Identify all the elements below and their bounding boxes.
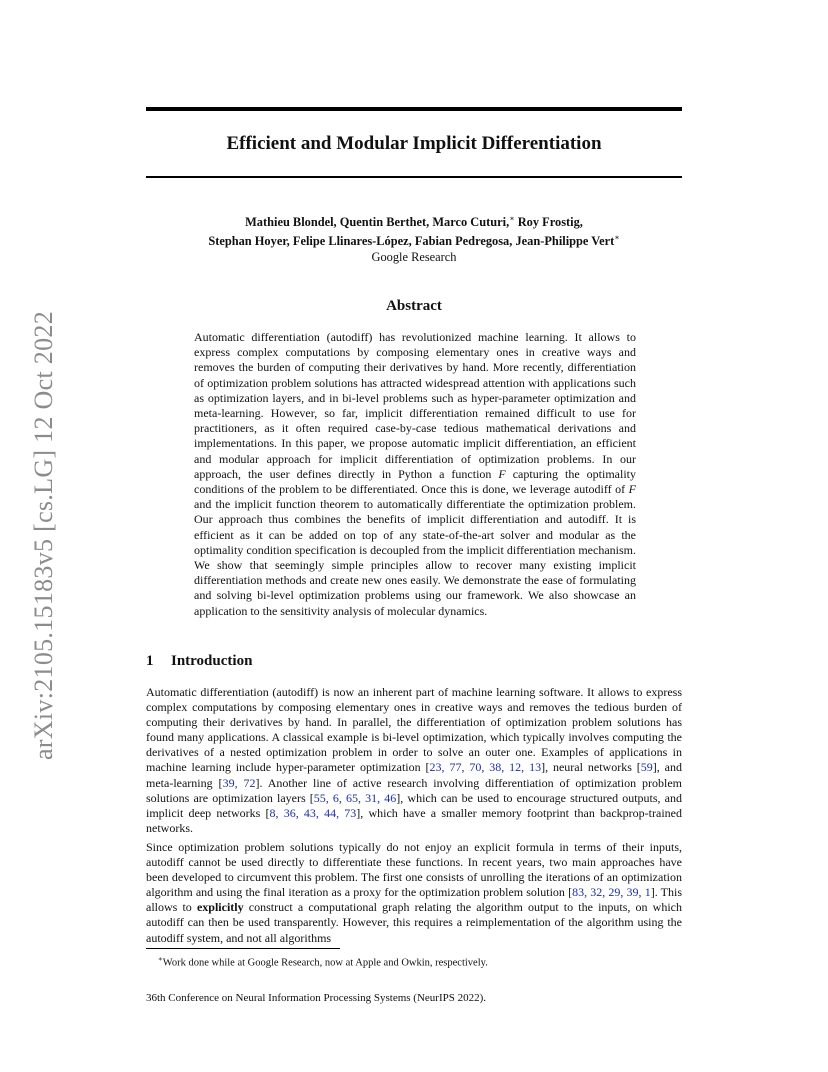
section-title: Introduction — [171, 653, 253, 669]
author-names-1-end: Roy Frostig, — [517, 215, 583, 230]
p1-text-2: ], neural networks [ — [541, 760, 641, 775]
affiliation: Google Research — [371, 250, 457, 265]
p2-text-1: Since optimization problem solutions typically do not enjoy an explicit formula in terms of their inputs, autodiff cannot be used directly to differentiate these functions. In recent years, two main approaches have been developed to circumvent this problem. The first one consists of unrolling the iterations of an optimization algorithm and using the final iteration as a proxy for the optimization problem solution [ — [146, 840, 682, 900]
abstract-text-b: capturing the optimality conditions of the problem to be differentiated. Once this is done, we leverage autodiff of — [194, 466, 636, 497]
title-top-rule — [146, 107, 682, 111]
author-names-2: Stephan Hoyer, Felipe Llinares-López, Fabian Pedregosa, Jean-Philippe Vert — [208, 234, 615, 249]
citation-link[interactable]: 55, 6, 65, 31, 46 — [313, 790, 397, 805]
section-number: 1 — [146, 653, 154, 669]
venue-line: 36th Conference on Neural Information Processing Systems (NeurIPS 2022). — [146, 992, 487, 1004]
footnote-rule — [146, 948, 340, 949]
author-line-1 — [146, 211, 682, 230]
footnote-mark: ∗ — [158, 955, 163, 963]
citation-link[interactable]: 59 — [640, 760, 653, 775]
title-bottom-rule — [146, 176, 682, 178]
p1-text-6: ], which have a smaller memory footprint than backprop-trained networks. — [146, 805, 682, 835]
author-names-1: Mathieu Blondel, Quentin Berthet, Marco Cuturi, — [245, 215, 510, 230]
author-footnote-mark-1: ∗ — [509, 214, 515, 223]
citation-link[interactable]: 23, 77, 70, 38, 12, 13 — [429, 760, 542, 775]
p2-bold-explicitly: explicitly — [196, 900, 244, 915]
citation-link[interactable]: 39, 72 — [222, 775, 256, 790]
abstract-text-c: and the implicit function theorem to automatically differentiate the optimization problem. Our approach thus combines the benefits of implicit differentiation and autodiff. It is efficient as it can be added on top of any state-of-the-art solver and modular as the optimality condition specification is decoupled from the implicit differentiation mechanism. We show that seemingly simple principles allow to recover many existing implicit differentiation methods and create new ones easily. We demonstrate the ease of formulating and solving bi-level optimization problems using our framework. We also showcase an application to the sensitivity analysis of molecular dynamics. — [194, 497, 636, 618]
intro-paragraph-2 — [146, 840, 682, 946]
abstract-text — [194, 330, 636, 619]
author-block — [146, 211, 682, 265]
p1-text-4: ]. Another line of active research involving differentiation of optimization problem solutions are optimization layers [ — [146, 775, 683, 805]
abstract-var-f1: F — [498, 466, 506, 481]
intro-paragraph-1 — [146, 685, 682, 836]
section-heading-introduction — [146, 651, 682, 671]
p2-text-3: construct a computational graph relating the algorithm output to the inputs, on which autodiff can then be used transparently. However, this requires a reimplementation of the algorithm using the autodiff system, and not all algorithms — [146, 900, 683, 945]
p1-text-5: ], which can be used to encourage structured outputs, and implicit deep networks [ — [146, 790, 682, 820]
citation-link[interactable]: 8, 36, 43, 44, 73 — [269, 805, 357, 820]
footnote-text: Work done while at Google Research, now at Apple and Owkin, respectively. — [162, 957, 488, 969]
p1-text-1: Automatic differentiation (autodiff) is now an inherent part of machine learning software. It allows to express complex computations by composing elementary ones in creative ways and removes the tedious burden of computing their derivatives by hand. In parallel, the differentiation of optimization problem solutions has found many applications. A classical example is bi-level optimization, which typically involves computing the derivatives of a nested optimization problem in order to solve an outer one. Examples of applications in machine learning include hyper-parameter optimization [ — [146, 685, 682, 775]
footnote — [158, 953, 678, 970]
abstract-var-f2: F — [628, 482, 636, 497]
arxiv-identifier-sidebar: arXiv:2105.15183v5 [cs.LG] 12 Oct 2022 — [29, 311, 58, 760]
p2-text-2: ]. This allows to — [146, 885, 682, 915]
p1-text-3: ], and meta-learning [ — [146, 760, 683, 790]
abstract-text-a: Automatic differentiation (autodiff) has revolutionized machine learning. It allows to express complex computations by composing elementary ones in creative ways and removes the burden of computing their derivatives by hand. More recently, differentiation of optimization problem solutions has attracted widespread attention with applications such as optimization layers, and in bi-level problems such as hyper-parameter optimization and meta-learning. However, so far, implicit differentiation remained difficult to use for practitioners, as it often required case-by-case tedious mathematical derivations and implementations. In this paper, we propose automatic implicit differentiation, an efficient and modular approach for implicit differentiation of optimization problems. In our approach, the user defines directly in Python a function — [194, 330, 636, 481]
abstract-heading: Abstract — [386, 298, 442, 314]
citation-link[interactable]: 83, 32, 29, 39, 1 — [572, 885, 651, 900]
author-footnote-mark-2: ∗ — [614, 233, 620, 243]
author-line-2 — [146, 230, 682, 249]
paper-title: Efficient and Modular Implicit Differentiation — [226, 133, 602, 154]
